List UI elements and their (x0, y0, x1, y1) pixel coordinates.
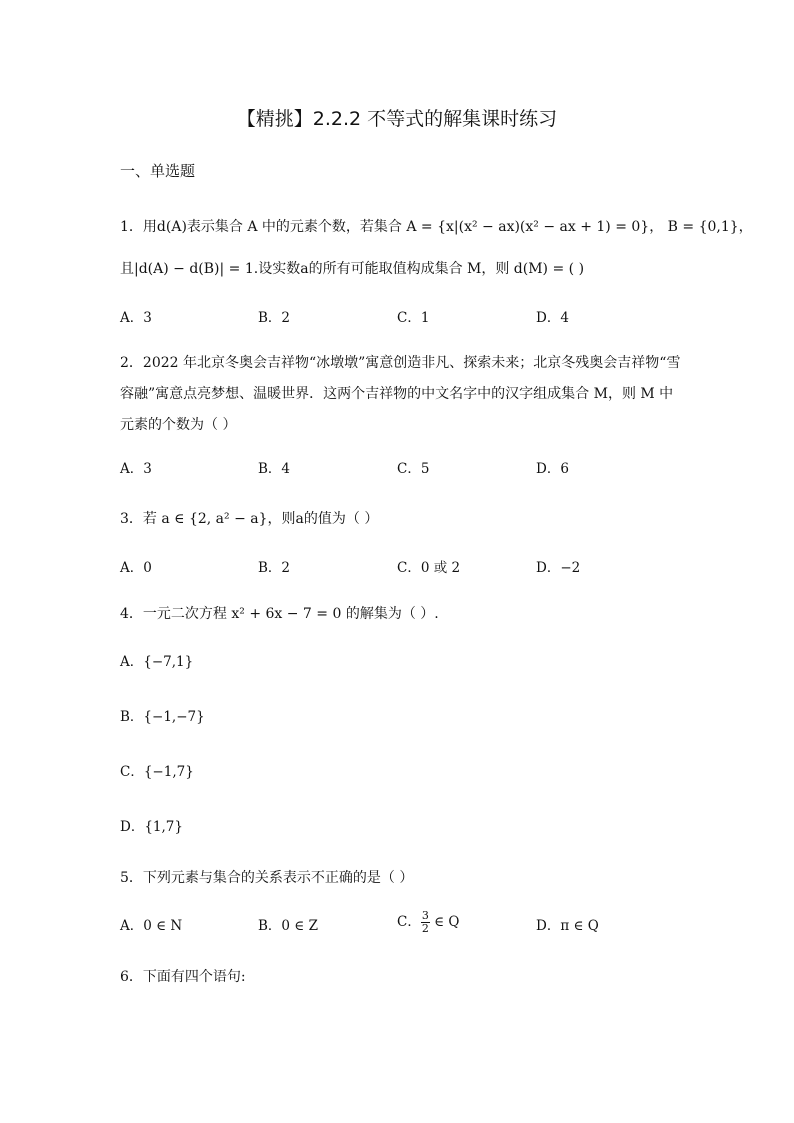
question-5-option-b: B．0 ∈ Z (258, 918, 318, 934)
question-2-line-2: 容融”寓意点亮梦想、温暖世界．这两个吉祥物的中文名字中的汉字组成集合 M，则 M 中 (120, 386, 674, 402)
question-5-option-c (397, 910, 460, 935)
question-1-option-d: D．4 (536, 310, 569, 326)
question-2-line-1: 2．2022 年北京冬奥会吉祥物“冰墩墩”寓意创造非凡、探索未来；北京冬残奥会吉祥物“雪 (120, 355, 681, 371)
question-5-option-d: D．π ∈ Q (536, 918, 599, 934)
question-2-option-a: A．3 (120, 461, 152, 477)
fraction-denominator: 2 (421, 922, 429, 936)
question-1-line-2: 且|d(A) − d(B)| = 1.设实数a的所有可能取值构成集合 M，则 d(M) = ( ) (120, 261, 585, 277)
question-3-line-1: 3．若 a ∈ {2, a² − a}，则a的值为（ ） (120, 511, 379, 527)
question-4-option-c: C．{−1,7} (120, 764, 194, 780)
question-1-option-c: C．1 (397, 310, 430, 326)
question-5-option-c-suffix: ∈ Q (429, 914, 460, 931)
question-6-line-1: 6．下面有四个语句: (120, 969, 246, 985)
question-2-option-d: D．6 (536, 461, 569, 477)
question-3-option-c: C．0 或 2 (397, 560, 461, 576)
question-3-option-a: A．0 (120, 560, 152, 576)
question-1-option-b: B．2 (258, 310, 291, 326)
question-4-line-1: 4．一元二次方程 x² + 6x − 7 = 0 的解集为（ ）. (120, 606, 439, 622)
fraction-numerator: 3 (421, 909, 429, 922)
question-4-option-b: B．{−1,−7} (120, 709, 205, 725)
question-3-option-b: B．2 (258, 560, 291, 576)
question-1-line-1: 1．用d(A)表示集合 A 中的元素个数，若集合 A = {x|(x² − ax)(x² − ax + 1) = 0}， B = {0,1}， (120, 219, 753, 235)
question-1-option-a: A．3 (120, 310, 152, 326)
question-3-option-d: D．−2 (536, 560, 581, 576)
question-5-option-c-prefix: C． (397, 914, 421, 931)
fraction (421, 910, 430, 935)
question-4-option-d: D．{1,7} (120, 819, 183, 835)
section-heading: 一、单选题 (120, 162, 196, 180)
document-title: 【精挑】2.2.2 不等式的解集课时练习 (236, 108, 558, 130)
question-2-line-3: 元素的个数为（ ） (120, 417, 237, 433)
question-5-line-1: 5．下列元素与集合的关系表示不正确的是（ ） (120, 870, 414, 886)
question-2-option-c: C．5 (397, 461, 430, 477)
question-4-option-a: A．{−7,1} (120, 654, 194, 670)
question-5-option-a: A．0 ∈ N (120, 918, 183, 934)
question-2-option-b: B．4 (258, 461, 291, 477)
